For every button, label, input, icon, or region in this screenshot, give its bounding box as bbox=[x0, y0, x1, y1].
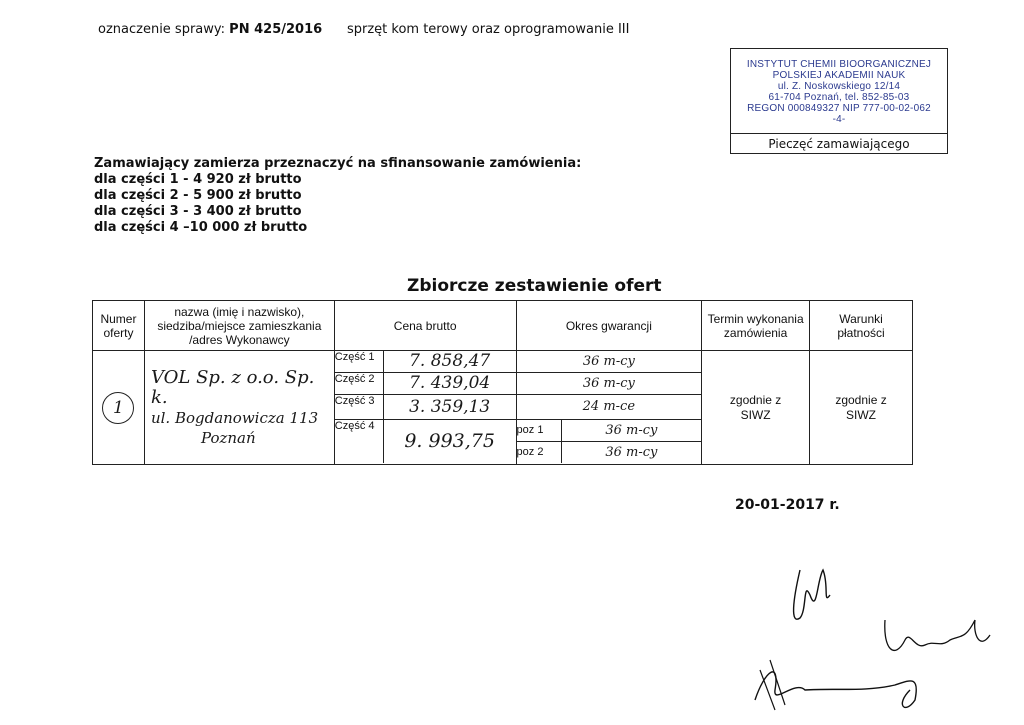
part-label: Część 2 bbox=[335, 372, 384, 394]
part-label: Część 4 bbox=[335, 419, 384, 463]
part-price: 3. 359,13 bbox=[383, 394, 515, 419]
price-row bbox=[335, 419, 516, 463]
stamp-line: ul. Z. Noskowskiego 12/14 bbox=[777, 81, 901, 92]
offer-payment: zgodnie z SIWZ bbox=[810, 351, 913, 465]
institution-stamp bbox=[730, 48, 948, 154]
signature-stroke bbox=[760, 660, 785, 710]
part-price: 7. 858,47 bbox=[383, 351, 515, 372]
contractor-line: Poznań bbox=[200, 428, 256, 447]
stamp-line: -4- bbox=[832, 114, 846, 125]
offer-contractor bbox=[144, 351, 334, 465]
contractor-line: VOL Sp. z o.o. Sp. k. bbox=[150, 366, 315, 408]
price-row bbox=[335, 372, 516, 394]
funding-line: dla części 3 - 3 400 zł brutto bbox=[94, 204, 302, 219]
funding-line: dla części 4 –10 000 zł brutto bbox=[94, 220, 308, 235]
stamp-line: POLSKIEJ AKADEMII NAUK bbox=[772, 70, 906, 81]
header-name: nazwa (imię i nazwisko), siedziba/miejsce zamieszkania /adres Wykonawcy bbox=[144, 301, 334, 351]
warranty-value: 36 m-cy bbox=[561, 419, 701, 441]
offer-prices bbox=[334, 351, 516, 465]
funding-line: dla części 1 - 4 920 zł brutto bbox=[94, 172, 302, 187]
header-warranty: Okres gwarancji bbox=[516, 301, 702, 351]
signature-stroke bbox=[755, 672, 916, 708]
stamp-text bbox=[731, 59, 947, 125]
stamp-line: INSTYTUT CHEMII BIOORGANICZNEJ bbox=[746, 59, 932, 70]
table-header-row bbox=[93, 301, 913, 351]
stamp-line: 61-704 Poznań, tel. 852-85-03 bbox=[768, 92, 910, 103]
offer-number: 1 bbox=[102, 392, 134, 424]
signature-stroke bbox=[794, 570, 830, 619]
header-price: Cena brutto bbox=[334, 301, 516, 351]
price-row bbox=[335, 351, 516, 372]
stamp-caption: Pieczęć zamawiającego bbox=[768, 137, 910, 151]
summary-title: Zbiorcze zestawienie ofert bbox=[407, 276, 662, 296]
part-price: 9. 993,75 bbox=[404, 430, 495, 453]
offer-number-cell bbox=[93, 351, 145, 465]
signatures bbox=[745, 540, 1005, 720]
warranty-position-label: poz 1 bbox=[517, 419, 562, 441]
offer-term: zgodnie z SIWZ bbox=[702, 351, 810, 465]
part-price: 7. 439,04 bbox=[383, 372, 515, 394]
contractor-line: ul. Bogdanowicza 113 bbox=[150, 408, 319, 427]
warranty-value: 36 m-cy bbox=[605, 444, 658, 460]
funding-heading: Zamawiający zamierza przeznaczyć na sfinansowanie zamówienia: bbox=[94, 156, 582, 171]
funding-line: dla części 2 - 5 900 zł brutto bbox=[94, 188, 302, 203]
case-header bbox=[98, 22, 629, 37]
table-row bbox=[93, 351, 913, 465]
offers-table bbox=[92, 300, 913, 465]
signature-stroke bbox=[885, 620, 990, 650]
warranty-value: 24 m-ce bbox=[517, 394, 702, 419]
part-label: Część 1 bbox=[335, 351, 384, 372]
warranty-value: 36 m-cy bbox=[517, 372, 702, 394]
funding-section bbox=[94, 156, 581, 236]
stamp-line: REGON 000849327 NIP 777-00-02-062 bbox=[747, 103, 931, 114]
header-payment: Warunki płatności bbox=[810, 301, 913, 351]
header-number: Numer oferty bbox=[93, 301, 145, 351]
stamp-divider bbox=[731, 133, 947, 134]
case-subject: sprzęt kom terowy oraz oprogramowanie III bbox=[346, 22, 630, 37]
warranty-position-label: poz 2 bbox=[517, 441, 562, 463]
offer-warranty bbox=[516, 351, 702, 465]
part-label: Część 3 bbox=[335, 394, 384, 419]
warranty-value: 36 m-cy bbox=[517, 351, 702, 372]
document-date: 20-01-2017 r. bbox=[735, 497, 840, 513]
case-number: PN 425/2016 bbox=[229, 22, 323, 37]
header-term: Termin wykonania zamówienia bbox=[702, 301, 810, 351]
price-row bbox=[335, 394, 516, 419]
case-label: oznaczenie sprawy: bbox=[98, 22, 226, 37]
